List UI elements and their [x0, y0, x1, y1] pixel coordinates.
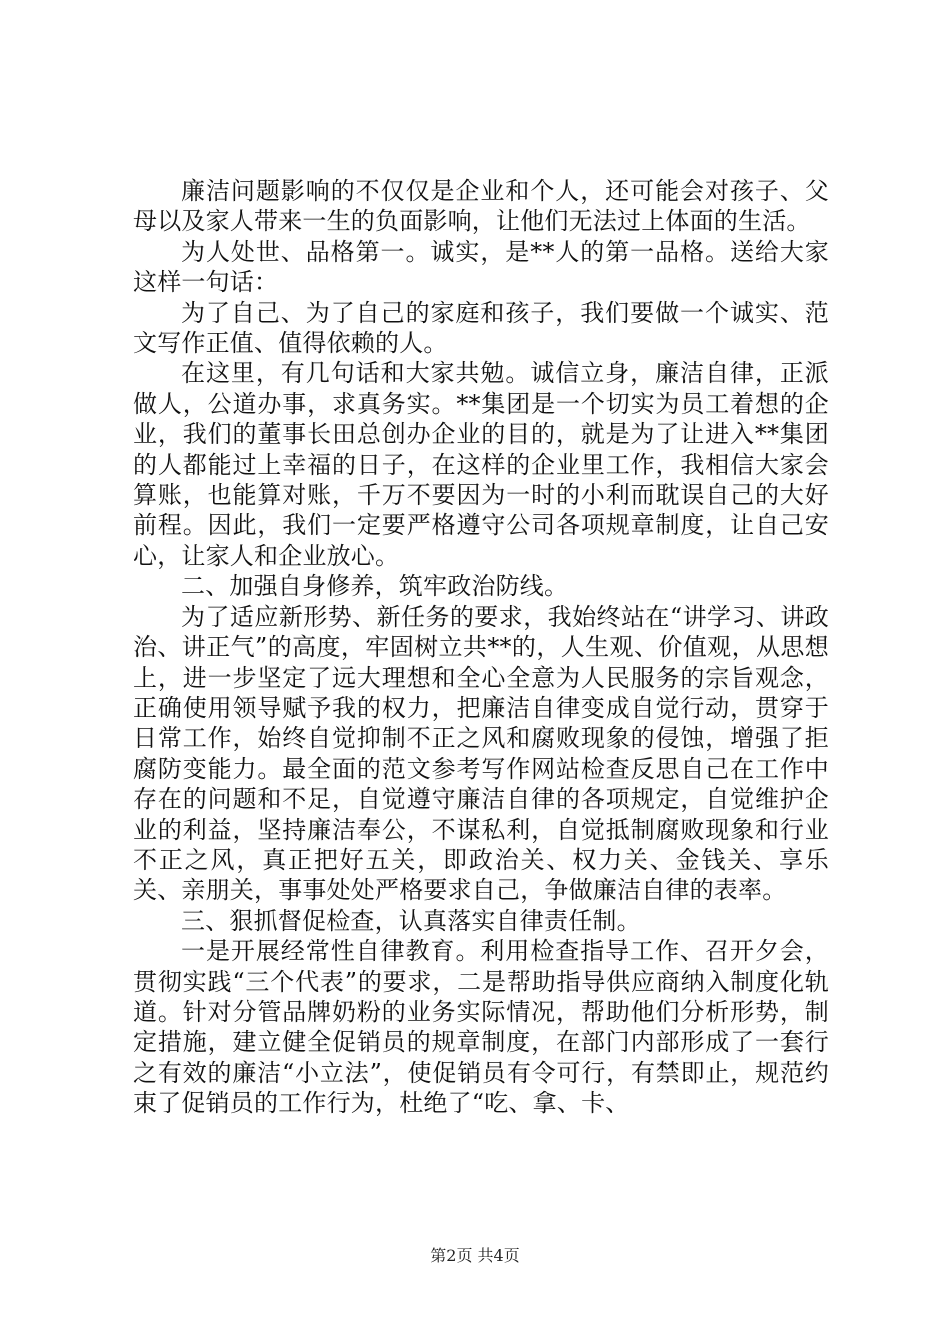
paragraph: 在这里，有几句话和大家共勉。诚信立身，廉洁自律，正派做人，公道办事，求真务实。**集团是一个切实为员工着想的企业，我们的董事长田总创办企业的目的，就是为了让进入**集团的人都能过上幸福的日子，在这样的企业里工作，我相信大家会算账，也能算对账，千万不要因为一时的小利而耽误自己的大好前程。因此，我们一定要严格遵守公司各项规章制度，让自己安心，让家人和企业放心。 [133, 359, 829, 570]
document-body [133, 176, 829, 1119]
section-heading: 二、加强自身修养，筑牢政治防线。 [181, 572, 569, 601]
paragraph: 廉洁问题影响的不仅仅是企业和个人，还可能会对孩子、父母以及家人带来一生的负面影响，让他们无法过上体面的生活。 [133, 177, 829, 236]
page-footer: 第2页 共4页 [430, 1246, 520, 1265]
paragraph: 一是开展经常性自律教育。利用检查指导工作、召开夕会，贯彻实践“三个代表”的要求，二是帮助指导供应商纳入制度化轨道。针对分管品牌奶粉的业务实际情况，帮助他们分析形势，制定措施，建立健全促销员的规章制度，在部门内部形成了一套行之有效的廉洁“小立法”，使促销员有令可行，有禁即止，规范约束了促销员的工作行为，杜绝了“吃、拿、卡、 [133, 937, 829, 1118]
paragraph: 为了适应新形势、新任务的要求，我始终站在“讲学习、讲政治、讲正气”的高度，牢固树立共**的，人生观、价值观，从思想上，进一步坚定了远大理想和全心全意为人民服务的宗旨观念，正确使用领导赋予我的权力，把廉洁自律变成自觉行动，贯穿于日常工作，始终自觉抑制不正之风和腐败现象的侵蚀，增强了拒腐防变能力。最全面的范文参考写作网站检查反思自己在工作中存在的问题和不足，自觉遵守廉洁自律的各项规定，自觉维护企业的利益，坚持廉洁奉公，不谋私利，自觉抵制腐败现象和行业不正之风，真正把好五关，即政治关、权力关、金钱关、享乐关、亲朋关，事事处处严格要求自己，争做廉洁自律的表率。 [133, 602, 829, 905]
paragraph: 为了自己、为了自己的家庭和孩子，我们要做一个诚实、范文写作正值、值得依赖的人。 [133, 298, 829, 358]
paragraph: 为人处世、品格第一。诚实，是**人的第一品格。送给大家这样一句话： [133, 237, 829, 297]
section-heading: 三、狠抓督促检查，认真落实自律责任制。 [181, 906, 641, 935]
